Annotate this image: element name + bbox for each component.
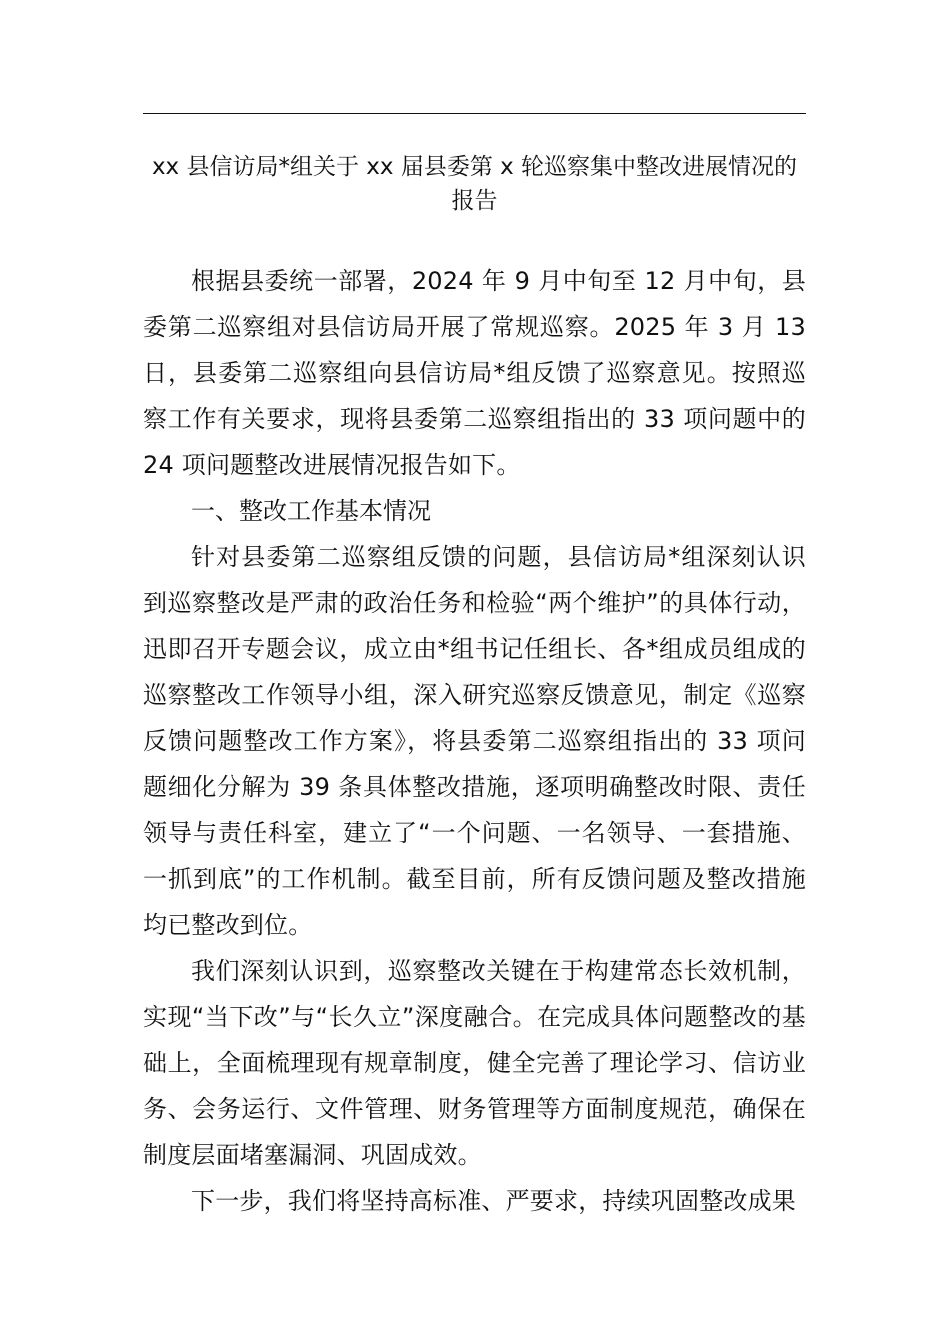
document-body: [143, 258, 806, 1224]
paragraph-rectification-overview: 针对县委第二巡察组反馈的问题，县信访局*组深刻认识到巡察整改是严肃的政治任务和检验“两个维护”的具体行动，迅即召开专题会议，成立由*组书记任组长、各*组成员组成的巡察整改工作领导小组，深入研究巡察反馈意见，制定《巡察反馈问题整改工作方案》，将县委第二巡察组指出的 33 项问题细化分解为 39 条具体整改措施，逐项明确整改时限、责任领导与责任科室，建立了“一个问题、一名领导、一套措施、一抓到底”的工作机制。截至目前，所有反馈问题及整改措施均已整改到位。: [143, 543, 806, 939]
paragraph-long-term-mechanism: 我们深刻认识到，巡察整改关键在于构建常态长效机制，实现“当下改”与“长久立”深度融合。在完成具体问题整改的基础上，全面梳理现有规章制度，健全完善了理论学习、信访业务、会务运行、文件管理、财务管理等方面制度规范，确保在制度层面堵塞漏洞、巩固成效。: [143, 957, 806, 1169]
paragraph-intro: 根据县委统一部署，2024 年 9 月中旬至 12 月中旬，县委第二巡察组对县信访局开展了常规巡察。2025 年 3 月 13 日，县委第二巡察组向县信访局*组反馈了巡察意见。按照巡察工作有关要求，现将县委第二巡察组指出的 33 项问题中的 24 项问题整改进展情况报告如下。: [143, 267, 806, 479]
paragraph-next-steps: 下一步，我们将坚持高标准、严要求，持续巩固整改成果: [191, 1187, 796, 1215]
title-line-2: 报告: [451, 188, 498, 214]
document-title: [143, 150, 806, 218]
header-rule: [143, 113, 806, 114]
section-heading-1: 一、整改工作基本情况: [191, 497, 431, 525]
title-line-1: xx 县信访局*组关于 xx 届县委第 x 轮巡察集中整改进展情况的: [151, 154, 798, 180]
